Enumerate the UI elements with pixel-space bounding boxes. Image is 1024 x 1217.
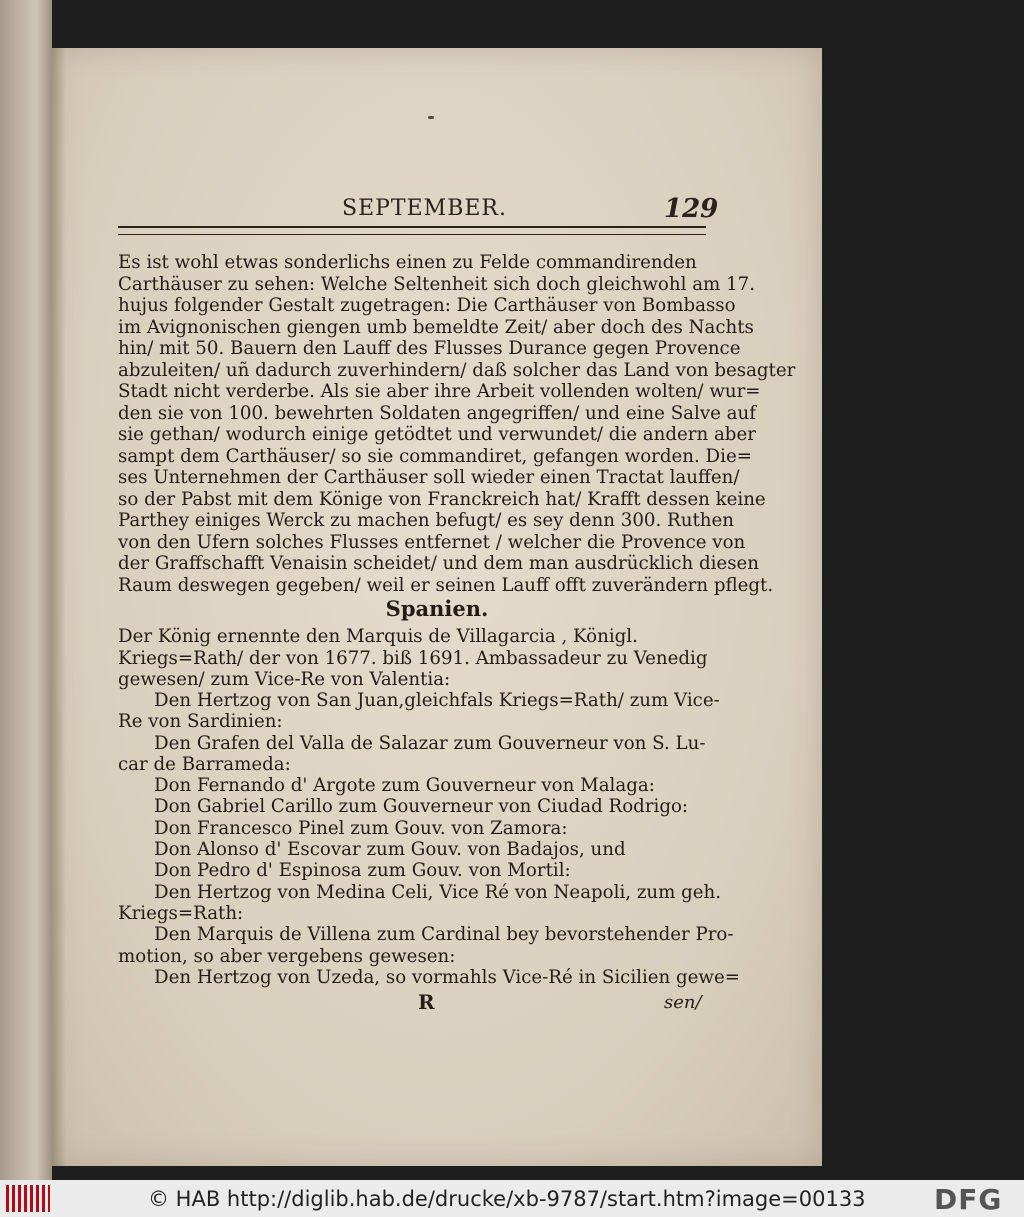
appointment-list [118,690,741,988]
text-line: hujus folgender Gestalt zugetragen: Die Carthäuser von Bombasso [118,295,736,316]
text-line: Carthäuser zu sehen: Welche Seltenheit sich doch gleichwohl am 17. [118,273,755,295]
list-item: Den Grafen del Valla de Salazar zum Gouverneur von S. Lu- [154,732,706,754]
text-line: so der Pabst mit dem Könige von Franckreich hat/ Krafft dessen keine [118,488,766,510]
book-page [52,48,822,1166]
text-line: ses Unternehmen der Carthäuser soll wieder einen Tractat lauffen/ [118,467,740,488]
text-line: der Graffschafft Venaisin scheidet/ und dem man ausdrücklich diesen [118,553,760,574]
list-item: Don Alonso d' Escovar zum Gouv. von Badajos, und [154,839,626,861]
footer-bar [0,1180,1024,1217]
text-line: sie gethan/ wodurch einige getödtet und verwundet/ die andern aber [118,424,756,445]
list-item: Den Hertzog von Uzeda, so vormahls Vice-Ré in Sicilien gewe= [154,966,741,988]
ink-mark [428,116,434,119]
list-item: Kriegs=Rath: [118,902,244,924]
list-item: motion, so aber vergebens gewesen: [118,945,456,967]
text-line: Parthey einiges Werck zu machen befugt/ es sey denn 300. Ruthen [118,510,734,531]
dfg-logo: DFG [934,1183,1003,1216]
page-number: 129 [664,194,719,224]
list-item: Re von Sardinien: [118,711,283,733]
section-heading: Spanien. [385,596,489,621]
list-item: Don Francesco Pinel zum Gouv. von Zamora: [154,817,568,839]
list-item: Den Marquis de Villena zum Cardinal bey bevorstehender Pro- [154,924,734,946]
list-item: Den Hertzog von San Juan,gleichfals Kriegs=Rath/ zum Vice- [154,690,720,711]
text-line: im Avignonischen giengen umb bemeldte Zeit/ aber doch des Nachts [118,316,754,338]
list-item: Den Hertzog von Medina Celi, Vice Ré von Neapoli, zum geh. [154,881,722,903]
text-line: den sie von 100. bewehrten Soldaten angegriffen/ und eine Salve auf [118,402,756,424]
text-line: hin/ mit 50. Bauern den Lauff des Flusses Durance gegen Provence [118,338,741,359]
text-line: Raum deswegen gegeben/ weil er seinen Lauff offt zuverändern pflegt. [118,574,774,596]
paragraph-carthusians [118,252,796,596]
signature-mark: R [418,990,435,1014]
text-line: Es ist wohl etwas sonderlichs einen zu Felde commandirenden [118,252,697,273]
text-line: abzuleiten/ uñ dadurch zuverhindern/ daß solcher das Land von besagter [118,359,796,381]
text-line: Stadt nicht verderbe. Als sie aber ihre Arbeit vollenden wolten/ wur= [118,381,761,402]
text-line: Kriegs=Rath/ der von 1677. biß 1691. Ambassadeur zu Venedig [118,647,708,669]
list-item: Don Fernando d' Argote zum Gouverneur von Malaga: [154,775,655,797]
text-line: Der König ernennte den Marquis de Villagarcia , Königl. [118,626,638,647]
hab-logo-icon [6,1185,50,1212]
previous-page-edge [0,0,52,1180]
list-item: Don Pedro d' Espinosa zum Gouv. von Mortil: [154,860,571,882]
list-item: Don Gabriel Carillo zum Gouverneur von Ciudad Rodrigo: [154,796,689,818]
paragraph-king-appointments [118,626,708,691]
header-rule [118,226,706,235]
text-line: sampt dem Carthäuser/ so sie commandiret, gefangen worden. Die= [118,445,752,467]
catchword: sen/ [664,992,702,1013]
copyright-url: © HAB http://diglib.hab.de/drucke/xb-9787/start.htm?image=00133 [148,1187,866,1211]
text-line: gewesen/ zum Vice-Re von Valentia: [118,669,451,690]
running-head: SEPTEMBER. [342,196,507,221]
list-item: car de Barrameda: [118,753,291,775]
text-line: von den Ufern solches Flusses entfernet / welcher die Provence von [118,531,746,553]
